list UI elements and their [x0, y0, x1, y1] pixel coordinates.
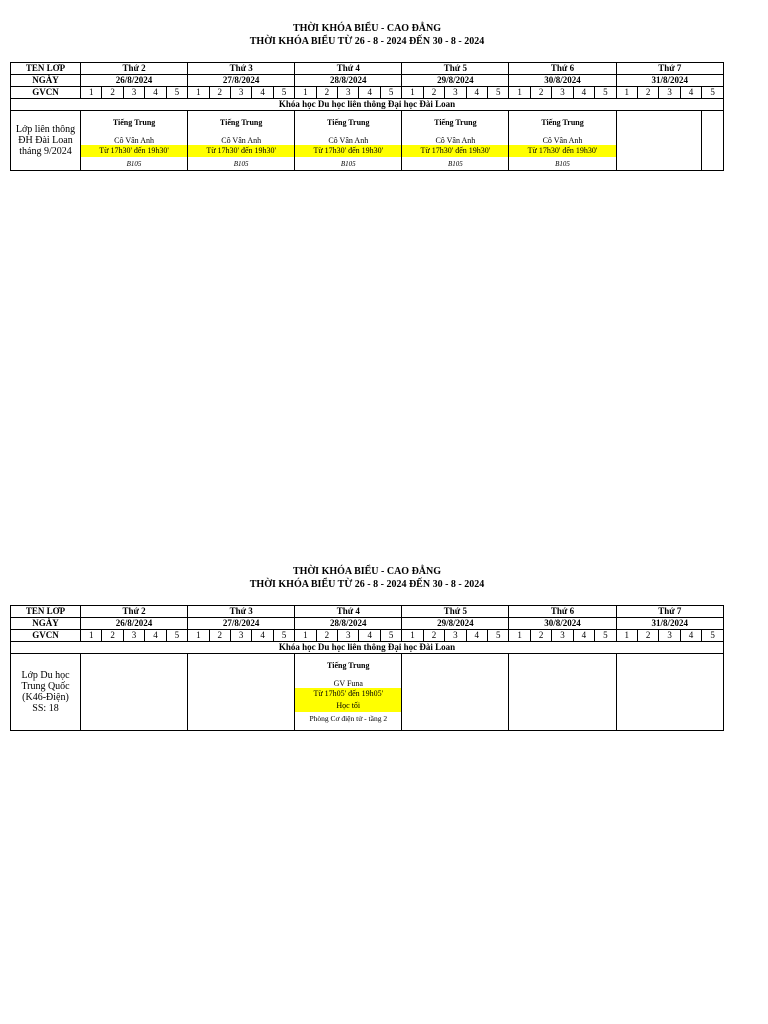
- date-header: 27/8/2024: [188, 75, 295, 87]
- period-number: 2: [637, 630, 658, 642]
- schedule-slot: [295, 654, 402, 731]
- period-number: 1: [188, 87, 209, 99]
- date-header: 28/8/2024: [295, 618, 402, 630]
- period-number: 3: [552, 87, 573, 99]
- period-number: 2: [209, 87, 230, 99]
- period-number: 1: [616, 630, 637, 642]
- label-ten-lop: TEN LƠP: [11, 606, 81, 618]
- day-header: Thứ 2: [81, 606, 188, 618]
- empty-slot: [188, 654, 295, 731]
- period-number: 5: [273, 630, 294, 642]
- schedule-slot: [81, 111, 188, 171]
- period-number: 4: [145, 87, 166, 99]
- period-number: 5: [488, 630, 509, 642]
- day-header: Thứ 5: [402, 63, 509, 75]
- date-header: 29/8/2024: [402, 75, 509, 87]
- period-number: 3: [230, 630, 251, 642]
- empty-slot: [402, 654, 509, 731]
- period-number: 4: [680, 87, 701, 99]
- slot-time: Từ 17h30' đến 19h30': [509, 145, 615, 157]
- period-number: 2: [530, 87, 551, 99]
- class-name-line: (K46-Điện): [22, 692, 69, 703]
- date-header: 29/8/2024: [402, 618, 509, 630]
- title-line-2: THỜI KHÓA BIỂU TỪ 26 - 8 - 2024 ĐẾN 30 - 8 - 2024: [249, 36, 485, 47]
- timetable-table-2: [10, 605, 724, 731]
- slot-subject: Tiếng Trung: [112, 118, 156, 127]
- period-number: 4: [359, 630, 380, 642]
- label-gvcn: GVCN: [11, 630, 81, 642]
- title-line-1: THỜI KHÓA BIỂU - CAO ĐẲNG: [292, 23, 442, 34]
- period-number: 2: [423, 630, 444, 642]
- period-number: 5: [166, 630, 187, 642]
- slot-session: Học tối: [295, 700, 401, 712]
- period-number: 1: [616, 87, 637, 99]
- slot-room: B105: [555, 160, 570, 168]
- slot-time: Từ 17h30' đến 19h30': [81, 145, 187, 157]
- empty-slot: [81, 654, 188, 731]
- schedule-slot: [295, 111, 402, 171]
- schedule-slot: [188, 111, 295, 171]
- period-number: 1: [509, 87, 530, 99]
- period-row: [11, 630, 724, 642]
- day-header: Thứ 5: [402, 606, 509, 618]
- label-gvcn: GVCN: [11, 87, 81, 99]
- slot-teacher: Cô Vân Anh: [221, 136, 262, 145]
- slot-teacher: Cô Vân Anh: [114, 136, 154, 145]
- day-header: Thứ 3: [188, 606, 295, 618]
- class-name-line: Lớp Du học Trung Quốc: [21, 670, 70, 692]
- slot-time: Từ 17h05' đến 19h05': [295, 688, 401, 700]
- period-number: 2: [423, 87, 444, 99]
- slot-teacher: Cô Vân Anh: [328, 136, 369, 145]
- period-number: 1: [81, 630, 102, 642]
- period-number: 3: [123, 630, 144, 642]
- period-number: 1: [81, 87, 102, 99]
- course-title: Khóa học Du học liên thông Đại học Đài Loan: [11, 99, 724, 111]
- period-number: 2: [209, 630, 230, 642]
- period-number: 3: [338, 87, 359, 99]
- period-number: 4: [680, 630, 701, 642]
- period-number: 1: [295, 630, 316, 642]
- period-number: 3: [659, 630, 680, 642]
- timetable-block-1: [10, 22, 724, 171]
- date-header: 26/8/2024: [81, 618, 188, 630]
- schedule-slot: [402, 111, 509, 171]
- slot-time: Từ 17h30' đến 19h30': [295, 145, 401, 157]
- period-number: 4: [573, 630, 594, 642]
- period-number: 3: [552, 630, 573, 642]
- class-name-line: SS: 18: [32, 703, 59, 714]
- slot-room: B105: [340, 160, 356, 168]
- date-header: 27/8/2024: [188, 618, 295, 630]
- period-number: 5: [380, 630, 401, 642]
- slot-teacher: GV Funa: [333, 679, 363, 688]
- slot-time: Từ 17h30' đến 19h30': [188, 145, 294, 157]
- period-number: 2: [316, 630, 337, 642]
- period-number: 1: [295, 87, 316, 99]
- timetable-table-1: [10, 62, 724, 171]
- period-number: 5: [595, 87, 616, 99]
- slot-teacher: Cô Vân Anh: [542, 136, 583, 145]
- period-number: 4: [573, 87, 594, 99]
- slot-room: Phòng Cơ điện tử - tầng 2: [309, 714, 388, 723]
- slot-time: Từ 17h30' đến 19h30': [402, 145, 508, 157]
- day-header: Thứ 6: [509, 606, 616, 618]
- label-ngay: NGÀY: [11, 75, 81, 87]
- period-number: 1: [188, 630, 209, 642]
- period-number: 5: [166, 87, 187, 99]
- empty-slot: [616, 111, 702, 171]
- period-number: 2: [102, 87, 123, 99]
- slot-subject: Tiếng Trung: [219, 118, 263, 127]
- period-number: 1: [402, 630, 423, 642]
- period-number: 1: [402, 87, 423, 99]
- period-number: 4: [466, 630, 487, 642]
- period-number: 3: [445, 630, 466, 642]
- period-row: [11, 87, 724, 99]
- period-number: 3: [659, 87, 680, 99]
- day-header: Thứ 2: [81, 63, 188, 75]
- period-number: 5: [273, 87, 294, 99]
- date-header: 26/8/2024: [81, 75, 188, 87]
- day-header: Thứ 7: [616, 606, 723, 618]
- period-number: 5: [702, 87, 724, 99]
- period-number: 2: [637, 87, 658, 99]
- slot-subject: Tiếng Trung: [434, 118, 477, 127]
- slot-subject: Tiếng Trung: [327, 661, 370, 670]
- period-number: 1: [509, 630, 530, 642]
- slot-subject: Tiếng Trung: [541, 118, 584, 127]
- schedule-slot: [509, 111, 616, 171]
- period-number: 5: [595, 630, 616, 642]
- empty-slot: [702, 111, 724, 171]
- slot-teacher: Cô Vân Anh: [435, 136, 476, 145]
- period-number: 4: [466, 87, 487, 99]
- period-number: 2: [530, 630, 551, 642]
- period-number: 4: [252, 630, 273, 642]
- period-number: 5: [380, 87, 401, 99]
- period-number: 3: [338, 630, 359, 642]
- date-header: 31/8/2024: [616, 618, 723, 630]
- day-header: Thứ 6: [509, 63, 616, 75]
- period-number: 3: [123, 87, 144, 99]
- period-number: 4: [359, 87, 380, 99]
- day-header: Thứ 3: [188, 63, 295, 75]
- label-ten-lop: TEN LƠP: [11, 63, 81, 75]
- period-number: 3: [230, 87, 251, 99]
- slot-room: B105: [126, 160, 142, 168]
- period-number: 2: [102, 630, 123, 642]
- timetable-block-2: [10, 565, 724, 731]
- period-number: 5: [702, 630, 724, 642]
- period-number: 4: [252, 87, 273, 99]
- empty-slot: [509, 654, 616, 731]
- title-line-2: THỜI KHÓA BIỂU TỪ 26 - 8 - 2024 ĐẾN 30 - 8 - 2024: [249, 579, 485, 590]
- empty-slot: [616, 654, 723, 731]
- date-header: 30/8/2024: [509, 618, 616, 630]
- slot-room: B105: [233, 160, 249, 168]
- date-header: 31/8/2024: [616, 75, 723, 87]
- day-header: Thứ 7: [616, 63, 723, 75]
- title-line-1: THỜI KHÓA BIỂU - CAO ĐẲNG: [292, 566, 442, 577]
- period-number: 4: [145, 630, 166, 642]
- date-header: 30/8/2024: [509, 75, 616, 87]
- label-ngay: NGÀY: [11, 618, 81, 630]
- course-title: Khóa học Du học liên thông Đại học Đài Loan: [11, 642, 724, 654]
- day-header: Thứ 4: [295, 63, 402, 75]
- date-header: 28/8/2024: [295, 75, 402, 87]
- period-number: 3: [445, 87, 466, 99]
- class-name: [11, 654, 81, 731]
- period-number: 5: [488, 87, 509, 99]
- slot-room: B105: [447, 160, 463, 168]
- class-name: Lớp liên thông ĐH Đài Loan tháng 9/2024: [11, 111, 81, 171]
- day-header: Thứ 4: [295, 606, 402, 618]
- period-number: 2: [316, 87, 337, 99]
- slot-subject: Tiếng Trung: [327, 118, 370, 127]
